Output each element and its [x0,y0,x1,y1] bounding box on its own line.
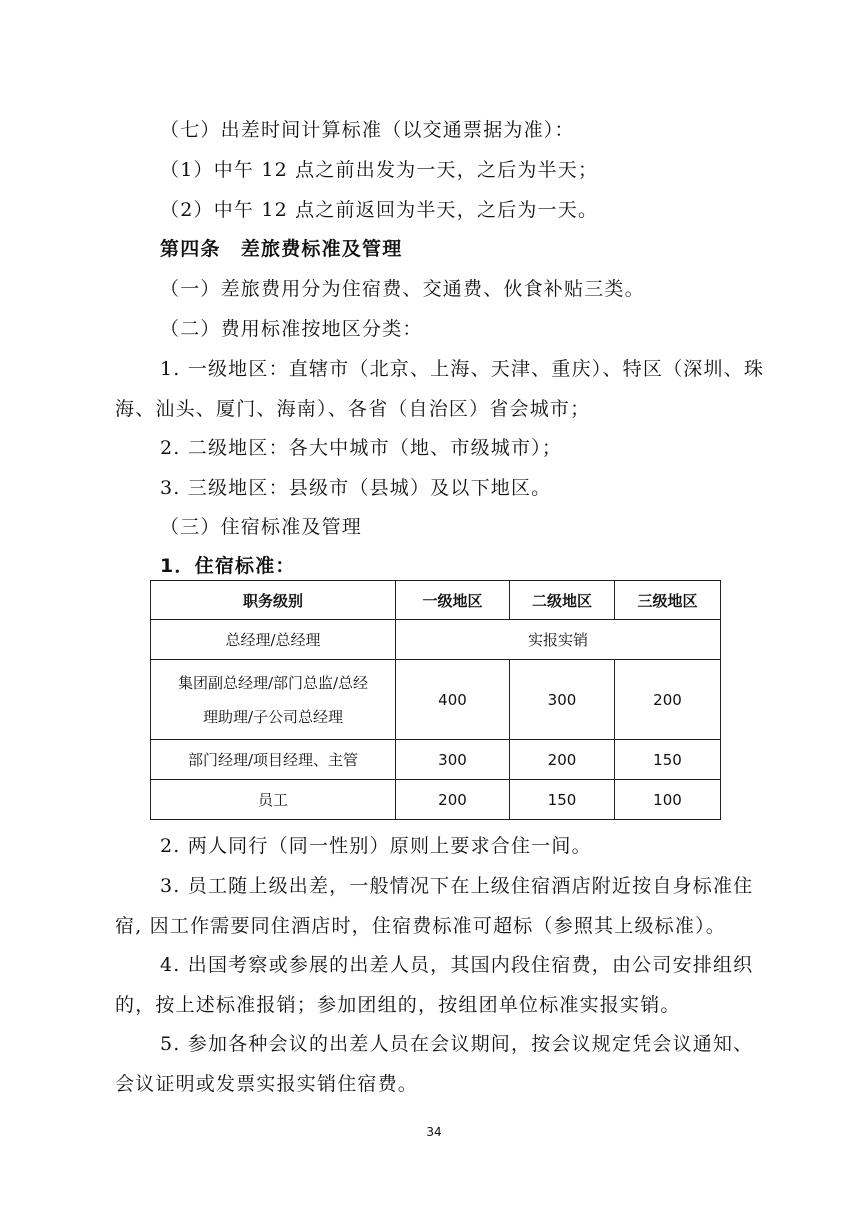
cell-tier1: 300 [396,740,510,780]
paragraph-conference-line2: 会议证明或发票实报实销住宿费。 [115,1073,419,1095]
cell-tier1: 200 [396,780,510,820]
paragraph-overseas-line2: 的，按上述标准报销；参加团组的，按组团单位标准实报实销。 [115,994,681,1016]
cell-tier3: 200 [615,660,721,740]
paragraph-overseas-line1: 4. 出国考察或参展的出差人员，其国内段住宿费，由公司安排组织 [160,954,754,976]
table-row [151,740,721,780]
paragraph-expense-types: （一）差旅费用分为住宿费、交通费、伙食补贴三类。 [160,278,645,300]
header-tier2: 二级地区 [510,581,615,620]
row-title: 员工 [151,780,396,820]
header-tier3: 三级地区 [615,581,721,620]
row-title-line2: 理助理/子公司总经理 [202,707,344,726]
row-title: 部门经理/项目经理、主管 [151,740,396,780]
paragraph-departure-rule: （1）中午 12 点之前出发为一天，之后为半天； [160,159,599,181]
cell-tier1: 400 [396,660,510,740]
row-title-line1: 集团副总经理/部门总监/总经 [177,673,369,692]
row-title [151,660,396,740]
header-tier1: 一级地区 [396,581,510,620]
lodging-standard-table [150,580,721,820]
paragraph-return-rule: （2）中午 12 点之前返回为半天，之后为一天。 [160,199,599,221]
row-title: 总经理/总经理 [151,620,396,660]
paragraph-tier1-line2: 海、汕头、厦门、海南）、各省（自治区）省会城市； [115,398,591,420]
paragraph-tier3: 3. 三级地区：县级市（县城）及以下地区。 [160,477,552,499]
cell-tier3: 100 [615,780,721,820]
paragraph-lodging-heading: （三）住宿标准及管理 [160,516,363,538]
cell-tier3: 150 [615,740,721,780]
cell-tier2: 150 [510,780,615,820]
table-row [151,620,721,660]
table-row [151,660,721,740]
cell-tier2: 300 [510,660,615,740]
cell-tier2: 200 [510,740,615,780]
paragraph-with-superior-line1: 3. 员工随上级出差，一般情况下在上级住宿酒店附近按自身标准住 [160,875,754,897]
paragraph-with-superior-line2: 宿, 因工作需要同住酒店时，住宿费标准可超标（参照其上级标准）。 [115,915,726,937]
table-header-row [151,581,721,620]
paragraph-region-classification: （二）费用标准按地区分类： [160,318,423,340]
paragraph-travel-time-standard: （七）出差时间计算标准（以交通票据为准）： [160,119,575,141]
merged-cell-actual-reimbursement: 实报实销 [396,620,721,660]
paragraph-shared-room: 2. 两人同行（同一性别）原则上要求合住一间。 [160,835,592,857]
paragraph-conference-line1: 5. 参加各种会议的出差人员在会议期间，按会议规定凭会议通知、 [160,1033,754,1055]
paragraph-lodging-standard: 1．住宿标准： [160,555,296,577]
article-heading: 第四条 差旅费标准及管理 [160,238,403,260]
paragraph-tier1-line1: 1. 一级地区：直辖市（北京、上海、天津、重庆）、特区（深圳、珠 [160,358,765,380]
table-row [151,780,721,820]
paragraph-tier2: 2. 二级地区：各大中城市（地、市级城市）； [160,437,563,459]
page-number: 34 [426,1125,442,1139]
header-position-level: 职务级别 [151,581,396,620]
